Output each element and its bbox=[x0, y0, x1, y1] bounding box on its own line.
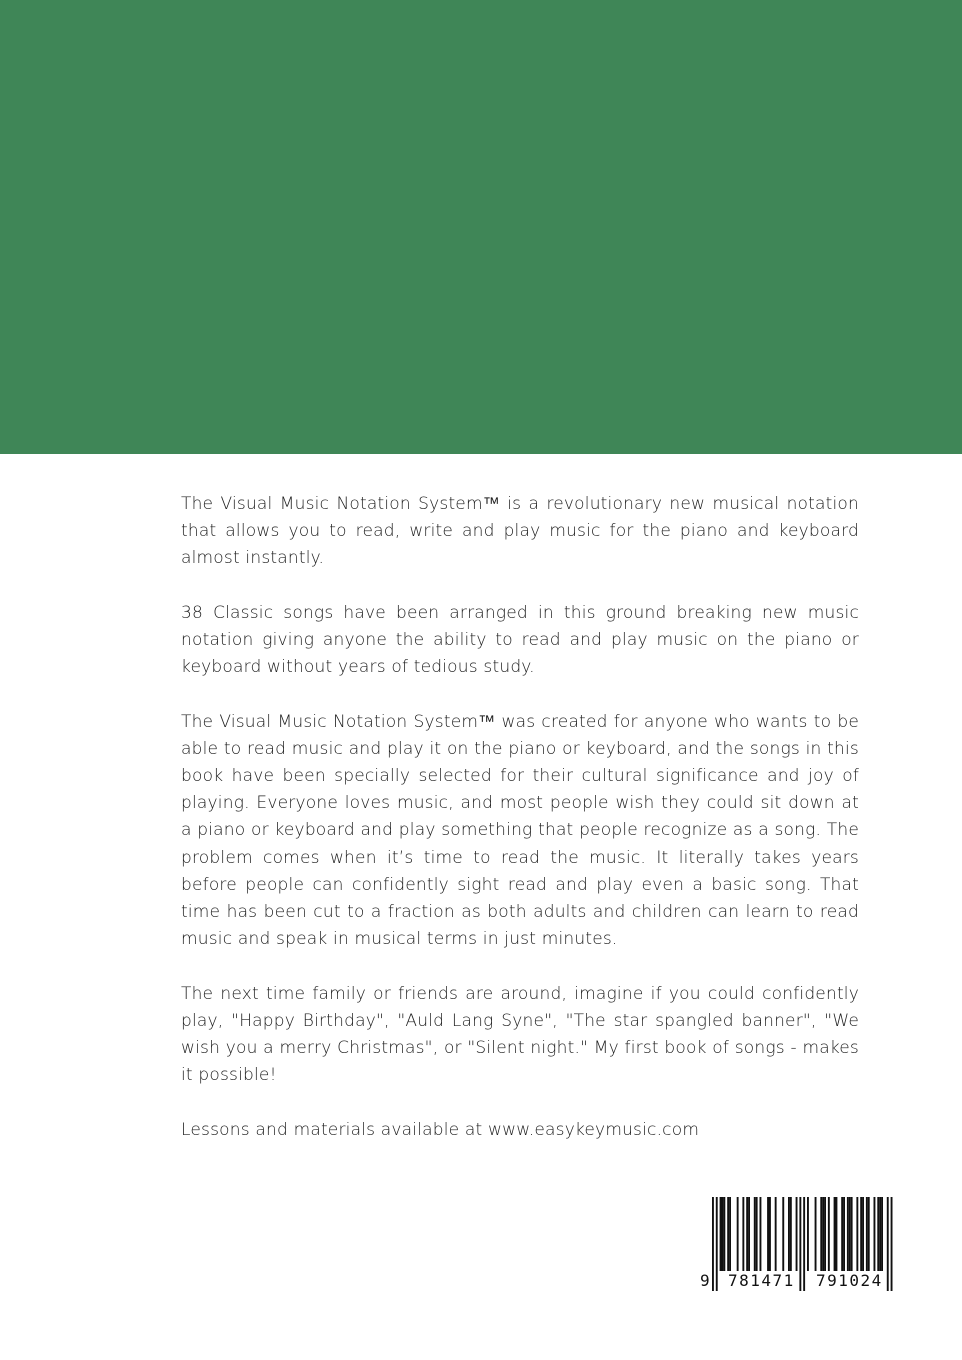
songs-paragraph: 38 Classic songs have been arranged in this ground breaking new music notation giving anyone the ability to read and play music on the piano or keyboard without years of tedious study. bbox=[181, 602, 859, 678]
barcode-bar bbox=[877, 1197, 879, 1271]
barcode-number bbox=[700, 1271, 900, 1293]
barcode-bar bbox=[820, 1197, 822, 1271]
barcode-bar bbox=[862, 1197, 864, 1271]
barcode-bar bbox=[843, 1197, 845, 1271]
songs-list-paragraph: The next time family or friends are around, imagine if you could confidently play, "Happy Birthday", "Auld Lang Syne", "The star spangled banner", "We wish you a merry Christmas", or "Silent night." My first book of songs - makes it possible! bbox=[181, 983, 859, 1086]
barcode-bar bbox=[788, 1197, 790, 1271]
barcode-bar bbox=[874, 1197, 876, 1271]
barcode-bar bbox=[881, 1197, 883, 1271]
barcode-bar bbox=[828, 1197, 830, 1271]
barcode-bar bbox=[847, 1197, 849, 1271]
barcode-bar bbox=[729, 1197, 731, 1271]
barcode-bar bbox=[879, 1197, 881, 1271]
intro-paragraph: The Visual Music Notation System™ is a revolutionary new musical notation that allows you to read, write and play music for the piano and keyboard almost instantly. bbox=[181, 494, 859, 569]
barcode-bar bbox=[836, 1197, 838, 1271]
barcode-bar bbox=[746, 1197, 748, 1271]
barcode-bar bbox=[790, 1197, 792, 1271]
barcode-bar bbox=[856, 1197, 858, 1271]
barcode-bar bbox=[860, 1197, 862, 1271]
barcode-bar bbox=[834, 1197, 836, 1271]
barcode-bar bbox=[756, 1197, 758, 1271]
barcode-bar bbox=[769, 1197, 771, 1271]
barcode-bar bbox=[722, 1197, 724, 1271]
barcode-bar bbox=[760, 1197, 762, 1271]
barcode-bar bbox=[841, 1197, 843, 1271]
barcode-bar bbox=[720, 1197, 722, 1271]
barcode-bar bbox=[748, 1197, 750, 1271]
barcode-bar bbox=[822, 1197, 824, 1271]
barcode-left-digits: 781471 bbox=[728, 1271, 795, 1290]
barcode-bar bbox=[782, 1197, 784, 1271]
website-paragraph: Lessons and materials available at www.easykeymusic.com bbox=[181, 1119, 700, 1140]
barcode-bar bbox=[851, 1197, 853, 1271]
barcode-bar bbox=[737, 1197, 739, 1271]
cover-color-band bbox=[0, 0, 962, 454]
back-cover-description bbox=[181, 491, 859, 1171]
barcode-bar bbox=[767, 1197, 769, 1271]
barcode-bar bbox=[742, 1197, 744, 1271]
barcode-bar bbox=[866, 1197, 868, 1271]
barcode-bar bbox=[754, 1197, 756, 1271]
barcode-bar bbox=[727, 1197, 729, 1271]
barcode-bar bbox=[723, 1197, 725, 1271]
system-paragraph: The Visual Music Notation System™ was created for anyone who wants to be able to read music and play it on the piano or keyboard, and the songs in this book have been specially selected for their cultural significance and joy of playing. Everyone loves music, and most people wish they could sit down at a piano or keyboard and play something that people recognize as a song. The problem comes when it’s time to read the music. It literally takes years before people can confidently sight read and play even a basic song. That time has been cut to a fraction as both adults and children can learn to read music and speak in musical terms in just minutes. bbox=[181, 711, 859, 950]
barcode-bar bbox=[868, 1197, 870, 1271]
barcode-bar bbox=[849, 1197, 851, 1271]
barcode-bar bbox=[796, 1197, 798, 1271]
barcode-bar bbox=[815, 1197, 817, 1271]
barcode-right-digits: 791024 bbox=[816, 1271, 883, 1290]
barcode-bar bbox=[807, 1197, 809, 1271]
barcode-first-digit: 9 bbox=[700, 1271, 712, 1290]
barcode-bar bbox=[775, 1197, 777, 1271]
barcode-bar bbox=[824, 1197, 826, 1271]
isbn-barcode bbox=[700, 1197, 900, 1293]
